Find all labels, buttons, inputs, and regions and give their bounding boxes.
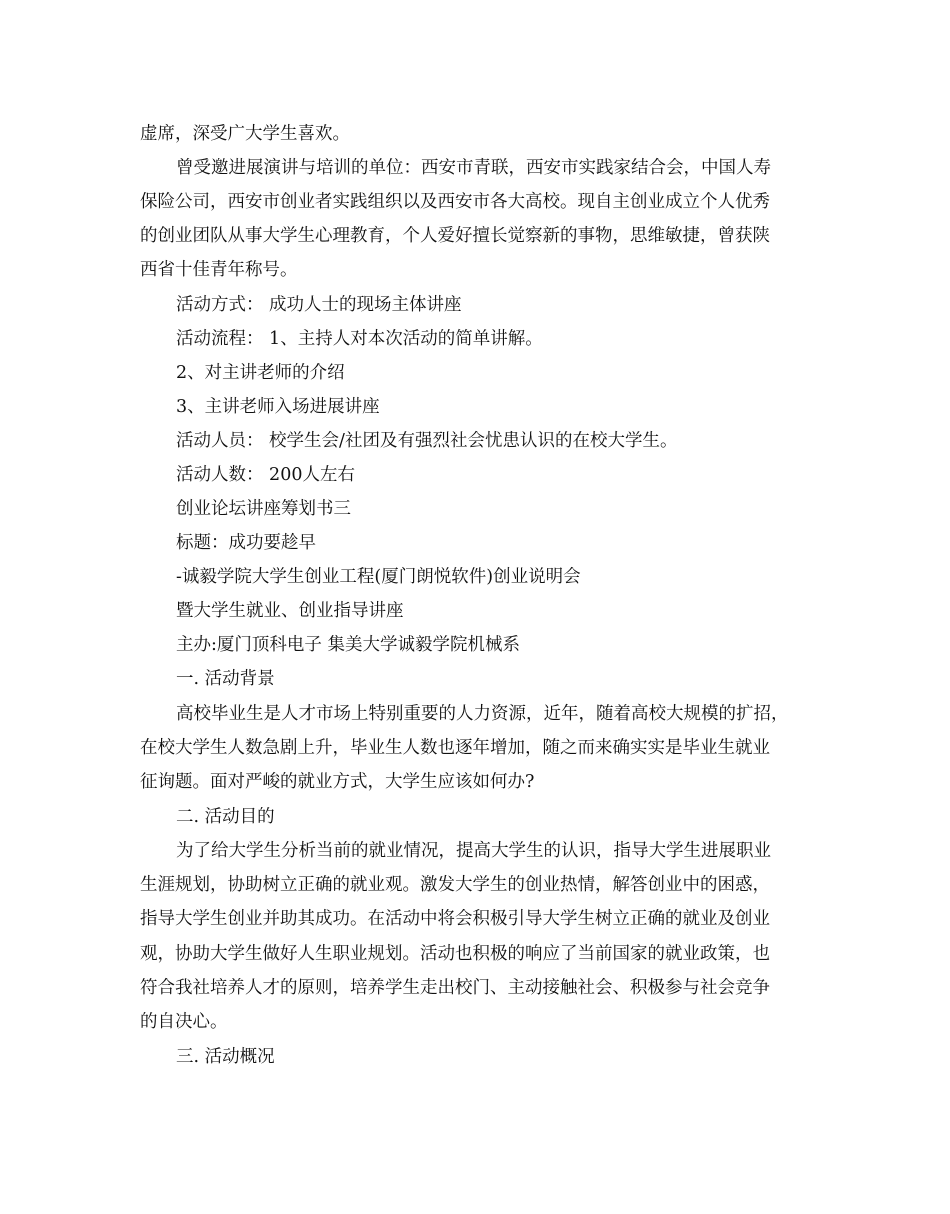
text-line: 保险公司，西安市创业者实践组织以及西安市各大高校。现自主创业成立个人优秀 <box>140 192 770 212</box>
activity-method: 活动方式： 成功人士的现场主体讲座 <box>176 295 462 315</box>
text-line: 征询题。面对严峻的就业方式，大学生应该如何办? <box>140 772 535 792</box>
activity-process: 活动流程： 1、主持人对本次活动的简单讲解。 <box>176 329 543 349</box>
text-line: 西省十佳青年称号。 <box>140 260 298 280</box>
text-line: 曾受邀进展演讲与培训的单位：西安市青联，西安市实践家结合会，中国人寿 <box>176 158 771 178</box>
activity-participants: 活动人员： 校学生会/社团及有强烈社会忧患认识的在校大学生。 <box>176 431 678 451</box>
organizer-line: 主办:厦门顶科电子 集美大学诚毅学院机械系 <box>176 635 520 655</box>
subtitle-line: -诚毅学院大学生创业工程(厦门朗悦软件)创业说明会 <box>176 567 581 587</box>
text-line: 虚席，深受广大学生喜欢。 <box>140 124 350 144</box>
text-line: 符合我社培养人才的原则，培养学生走出校门、主动接触社会、积极参与社会竞争 <box>140 978 770 998</box>
text-line: 的自决心。 <box>140 1012 228 1032</box>
text-line: 生涯规划，协助树立正确的就业观。激发大学生的创业热情，解答创业中的困惑， <box>140 875 770 895</box>
text-line: 高校毕业生是人才市场上特别重要的人力资源，近年，随着高校大规模的扩招， <box>176 704 789 724</box>
text-line: 观，协助大学生做好人生职业规划。活动也积极的响应了当前国家的就业政策，也 <box>140 944 770 964</box>
text-line: 为了给大学生分析当前的就业情况，提高大学生的认识，指导大学生进展职业 <box>176 841 771 861</box>
subtitle-line: 暨大学生就业、创业指导讲座 <box>176 601 404 621</box>
process-step: 2、对主讲老师的介绍 <box>176 363 345 383</box>
section-heading: 一. 活动背景 <box>176 669 275 689</box>
process-step: 3、主讲老师入场进展讲座 <box>176 397 380 417</box>
title-line: 标题：成功要趁早 <box>176 533 316 553</box>
section-heading: 二. 活动目的 <box>176 807 275 827</box>
section-title: 创业论坛讲座筹划书三 <box>176 499 351 519</box>
participant-count: 活动人数： 200人左右 <box>176 465 355 485</box>
section-heading: 三. 活动概况 <box>176 1047 275 1067</box>
text-line: 的创业团队从事大学生心理教育，个人爱好擅长觉察新的事物，思维敏捷，曾获陕 <box>140 226 770 246</box>
text-line: 在校大学生人数急剧上升，毕业生人数也逐年增加，随之而来确实实是毕业生就业 <box>140 738 770 758</box>
text-line: 指导大学生创业并助其成功。在活动中将会积极引导大学生树立正确的就业及创业 <box>140 909 770 929</box>
